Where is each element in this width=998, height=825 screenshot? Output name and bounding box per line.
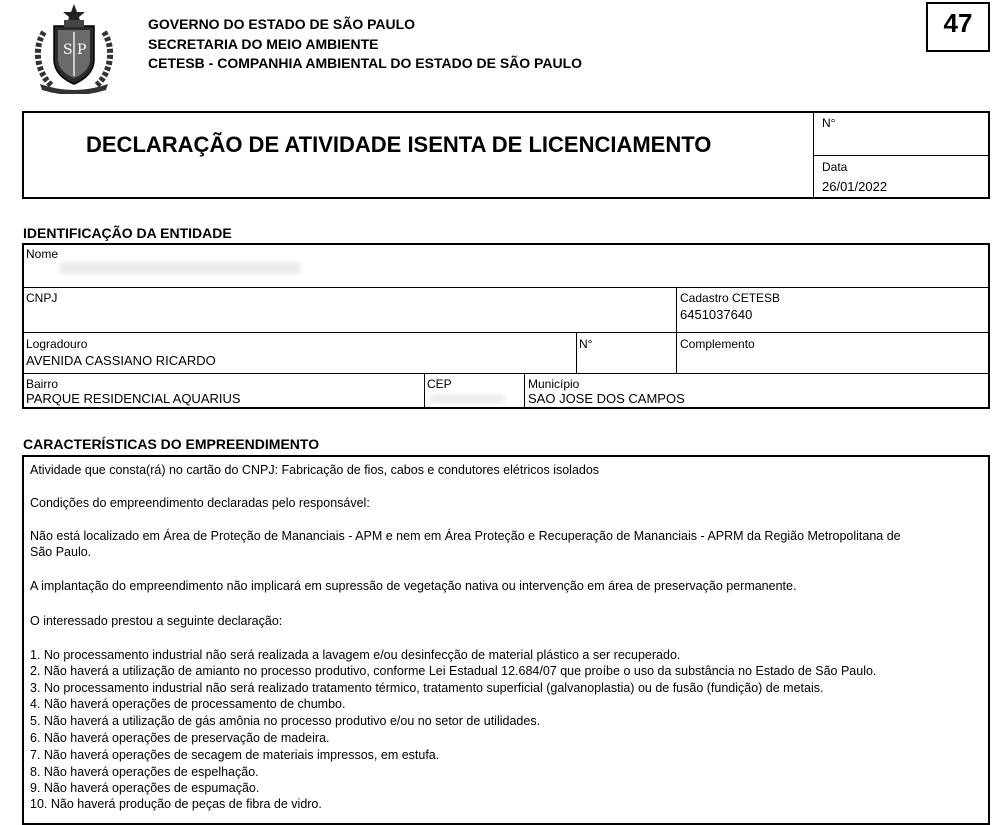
activity-text: Atividade que consta(rá) no cartão do CNPJ: Fabricação de fios, cabos e condutores elétricos isolados xyxy=(30,463,600,477)
conditions-text: Condições do empreendimento declaradas pelo responsável: xyxy=(30,496,370,510)
declaration-item: 4. Não haverá operações de processamento de chumbo. xyxy=(30,697,346,711)
cadastro-value: 6451037640 xyxy=(680,307,753,322)
apm-text-line-2: São Paulo. xyxy=(30,545,92,559)
number-label: N° xyxy=(822,116,836,130)
cep-redacted xyxy=(430,395,505,403)
declaration-item: 6. Não haverá operações de preservação de madeira. xyxy=(30,731,330,745)
cnpj-label: CNPJ xyxy=(26,291,58,305)
declaration-item: 7. Não haverá operações de secagem de materiais impressos, em estufa. xyxy=(30,748,440,762)
bairro-value: PARQUE RESIDENCIAL AQUARIUS xyxy=(26,391,241,406)
municipio-value: SAO JOSE DOS CAMPOS xyxy=(528,391,685,406)
svg-text:S: S xyxy=(63,42,73,58)
name-redacted xyxy=(60,262,300,274)
title-box-number-divider xyxy=(813,155,989,156)
date-label: Data xyxy=(822,160,848,174)
entity-row-divider-3 xyxy=(23,373,989,374)
entity-section-title: IDENTIFICAÇÃO DA ENTIDADE xyxy=(23,225,232,241)
complemento-label: Complemento xyxy=(680,337,755,351)
entity-row-divider-1 xyxy=(23,287,989,288)
page-number: 47 xyxy=(943,8,973,38)
declaration-item: 2. Não haverá a utilização de amianto no processo produtivo, conforme Lei Estadual 12.684/07 que proíbe o uso da substância no Estado de São Paulo. xyxy=(30,664,877,678)
declaration-item: 3. No processamento industrial não será realizado tratamento térmico, tratamento superficial (galvanoplastia) ou de fusão (fundição) de metais. xyxy=(30,681,824,695)
municipio-label: Município xyxy=(528,377,580,391)
entity-row-divider-2 xyxy=(23,332,989,333)
declaration-item: 8. Não haverá operações de espelhação. xyxy=(30,765,259,779)
svg-text:P: P xyxy=(77,42,87,58)
apm-text-line-1: Não está localizado em Área de Proteção de Mananciais - APM e nem em Área Proteção e Recuperação de Mananciais - APRM da Região Metropolitana de xyxy=(30,529,901,543)
declaration-intro: O interessado prestou a seguinte declaração: xyxy=(30,614,283,628)
entity-col-divider-municipio xyxy=(524,374,525,408)
sao-paulo-coat-of-arms-logo xyxy=(30,2,118,94)
entity-col-divider-cadastro xyxy=(676,288,677,373)
cep-label: CEP xyxy=(427,377,452,391)
entity-col-divider-cep xyxy=(424,374,425,408)
characteristics-section-title: CARACTERÍSTICAS DO EMPREENDIMENTO xyxy=(23,436,320,452)
name-label: Nome xyxy=(26,247,59,261)
gov-header-line-1: GOVERNO DO ESTADO DE SÃO PAULO xyxy=(148,16,416,32)
gov-header-line-2: SECRETARIA DO MEIO AMBIENTE xyxy=(148,36,379,52)
cadastro-label: Cadastro CETESB xyxy=(680,291,781,305)
entity-col-divider-numero xyxy=(576,333,577,373)
logradouro-label: Logradouro xyxy=(26,337,88,351)
bairro-label: Bairro xyxy=(26,377,59,391)
numero-label: N° xyxy=(579,337,593,351)
document-title: DECLARAÇÃO DE ATIVIDADE ISENTA DE LICENCIAMENTO xyxy=(86,132,712,157)
coat-of-arms-icon xyxy=(30,2,118,94)
gov-header-line-3: CETESB - COMPANHIA AMBIENTAL DO ESTADO DE SÃO PAULO xyxy=(148,55,583,71)
declaration-item: 5. Não haverá a utilização de gás amônia no processo produtivo e/ou no setor de utilidades. xyxy=(30,714,541,728)
declaration-item: 10. Não haverá produção de peças de fibra de vidro. xyxy=(30,797,322,811)
date-value: 26/01/2022 xyxy=(822,179,888,194)
vegetation-text: A implantação do empreendimento não implicará em supressão de vegetação nativa ou intervenção em área de preservação permanente. xyxy=(30,579,797,593)
logradouro-value: AVENIDA CASSIANO RICARDO xyxy=(26,353,216,368)
declaration-item: 1. No processamento industrial não será realizada a lavagem e/ou desinfecção de material plástico a ser recuperado. xyxy=(30,648,681,662)
declaration-item: 9. Não haverá operações de espumação. xyxy=(30,781,260,795)
